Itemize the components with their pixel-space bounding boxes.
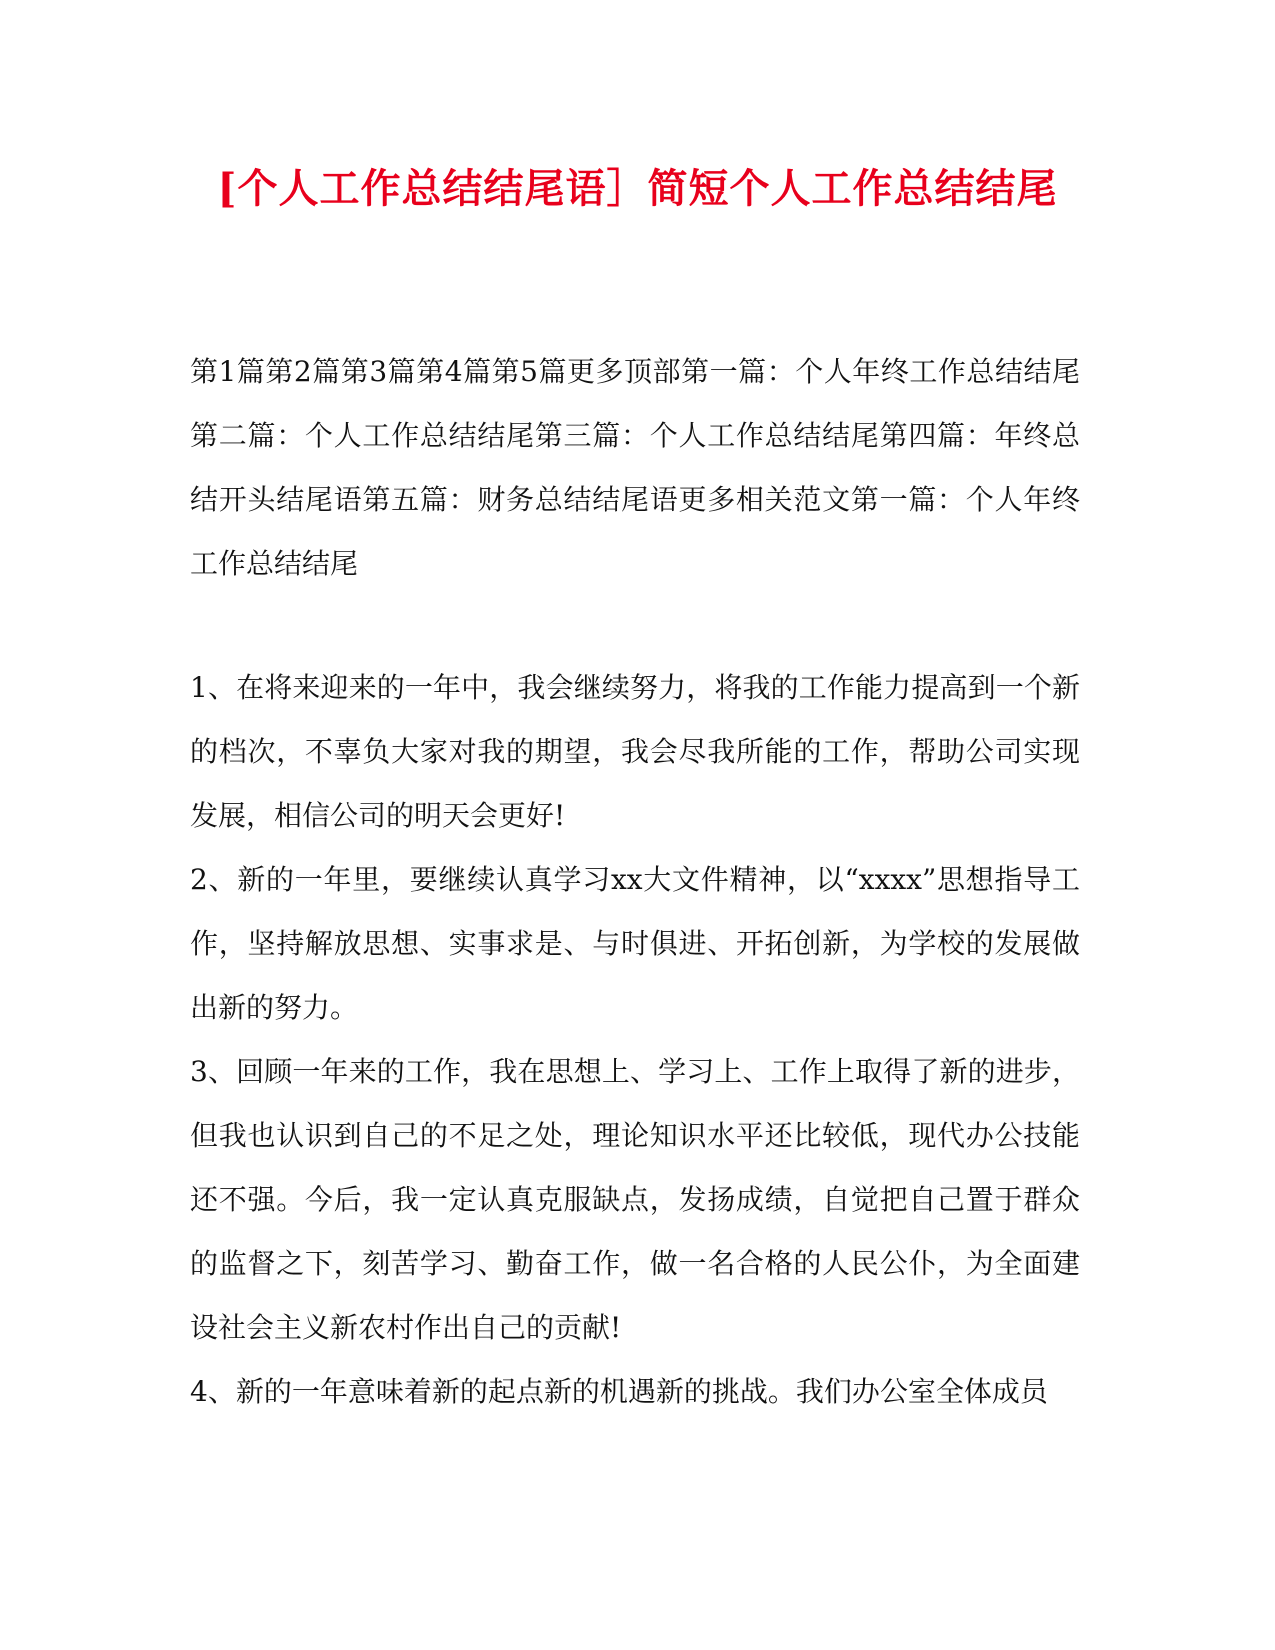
body-paragraph-4: 4、新的一年意味着新的起点新的机遇新的挑战。我们办公室全体成员 <box>190 1375 1048 1408</box>
body-paragraph-1: 1、在将来迎来的一年中，我会继续努力，将我的工作能力提高到一个新的档次，不辜负大家对我的期望，我会尽我所能的工作，帮助公司实现发展，相信公司的明天会更好! <box>190 671 1080 832</box>
document-body <box>190 340 1080 1424</box>
body-paragraph-2: 2、新的一年里，要继续认真学习xx大文件精神，以“xxxx”思想指导工作，坚持解放思想、实事求是、与时俱进、开拓创新，为学校的发展做出新的努力。 <box>190 863 1080 1024</box>
document-title: [个人工作总结结尾语］简短个人工作总结结尾 <box>217 165 1058 212</box>
body-paragraph-3: 3、回顾一年来的工作，我在思想上、学习上、工作上取得了新的进步，但我也认识到自己的不足之处，理论知识水平还比较低，现代办公技能还不强。今后，我一定认真克服缺点，发扬成绩，自觉把自己置于群众的监督之下，刻苦学习、勤奋工作，做一名合格的人民公仆，为全面建设社会主义新农村作出自己的贡献! <box>190 1055 1080 1344</box>
intro-paragraph: 第1篇第2篇第3篇第4篇第5篇更多顶部第一篇：个人年终工作总结结尾第二篇：个人工作总结结尾第三篇：个人工作总结结尾第四篇：年终总结开头结尾语第五篇：财务总结结尾语更多相关范文第一篇：个人年终工作总结结尾 <box>190 355 1080 580</box>
